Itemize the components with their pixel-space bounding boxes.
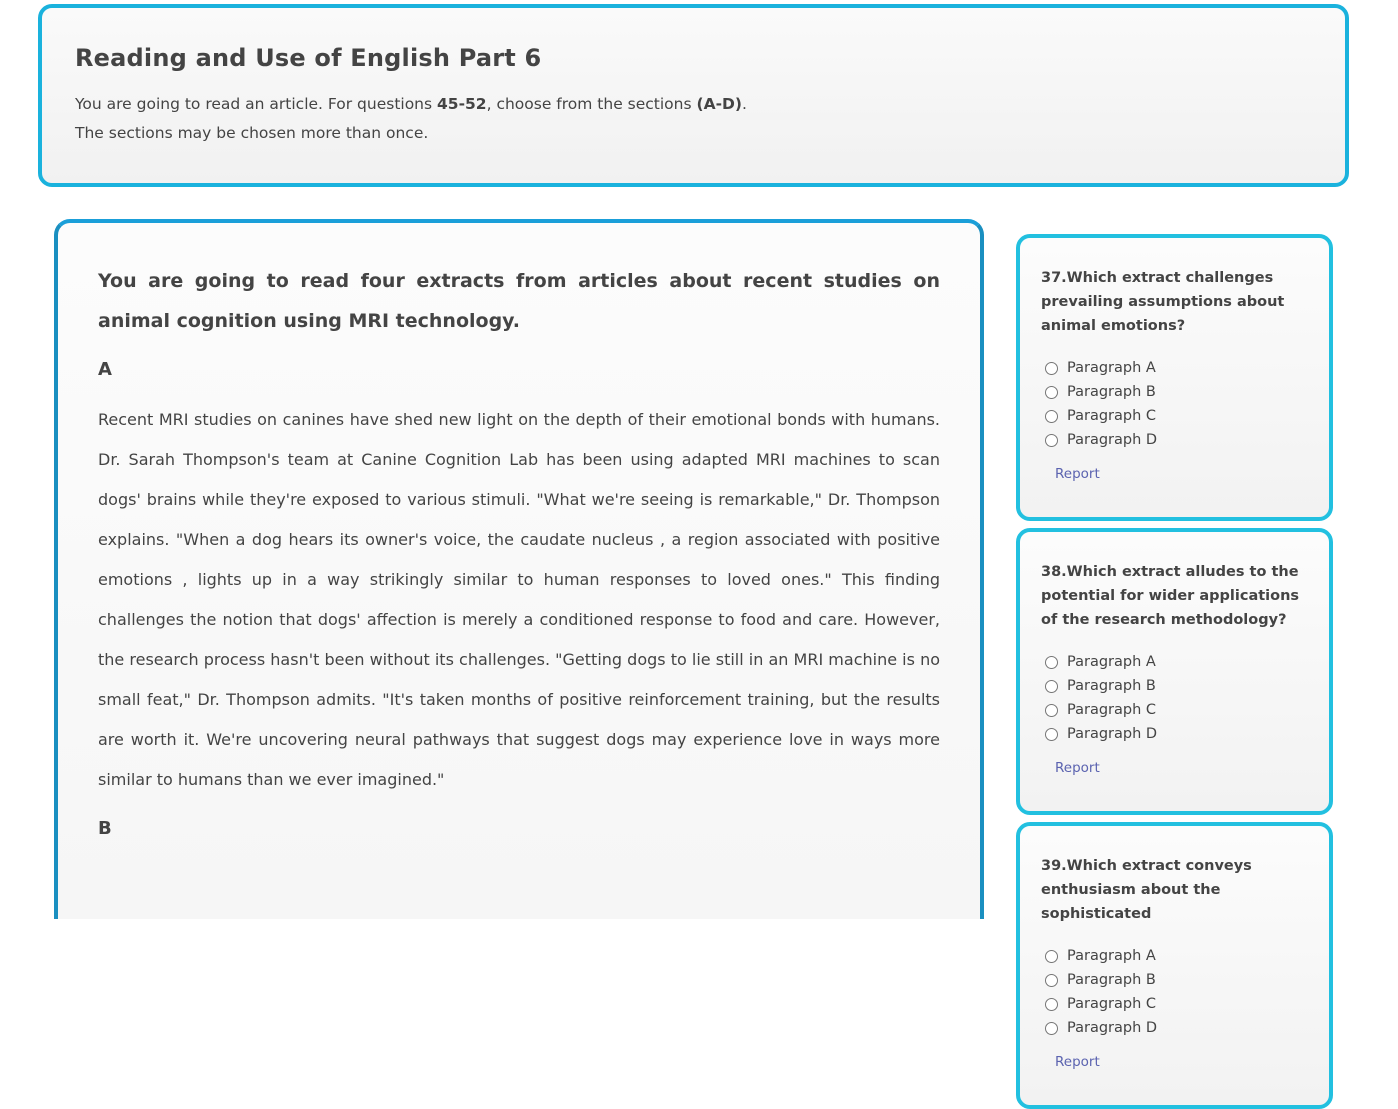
radio-button[interactable] (1045, 386, 1058, 399)
option-label: Paragraph C (1067, 408, 1157, 424)
instructions-text (75, 90, 1312, 148)
options-group (1041, 650, 1308, 746)
radio-button[interactable] (1045, 704, 1058, 717)
option-a[interactable] (1041, 650, 1308, 674)
question-card (1016, 234, 1333, 521)
article-card (54, 219, 984, 919)
question-card (1016, 528, 1333, 815)
section-a-heading: A (98, 359, 112, 380)
option-a[interactable] (1041, 944, 1308, 968)
option-d[interactable] (1041, 1016, 1308, 1040)
options-group (1041, 944, 1308, 1040)
radio-button[interactable] (1045, 656, 1058, 669)
page-title: Reading and Use of English Part 6 (75, 44, 542, 72)
option-label: Paragraph D (1067, 726, 1158, 742)
report-link[interactable]: Report (1055, 760, 1100, 776)
report-link[interactable]: Report (1055, 1054, 1100, 1070)
option-d[interactable] (1041, 722, 1308, 746)
option-label: Paragraph A (1067, 654, 1156, 670)
option-label: Paragraph D (1067, 432, 1158, 448)
option-label: Paragraph C (1067, 996, 1157, 1012)
option-a[interactable] (1041, 356, 1308, 380)
question-text: 39.Which extract conveys enthusiasm about the sophisticated (1041, 858, 1252, 922)
option-c[interactable] (1041, 404, 1308, 428)
question-card (1016, 822, 1333, 1109)
options-group (1041, 356, 1308, 452)
section-a-text: Recent MRI studies on canines have shed new light on the depth of their emotional bonds with humans. Dr. Sarah Thompson's team at Canine Cognition Lab has been using adapted MRI machines to scan dogs' brains while they're exposed to various stimuli. "What we're seeing is remarkable," Dr. Thompson explains. "When a dog hears its owner's voice, the caudate nucleus , a region associated with positive emotions , lights up in a way strikingly similar to human responses to loved ones." This finding challenges the notion that dogs' affection is merely a conditioned response to food and care. However, the research process hasn't been without its challenges. "Getting dogs to lie still in an MRI machine is no small feat," Dr. Thompson admits. "It's taken months of positive reinforcement training, but the results are worth it. We're uncovering neural pathways that suggest dogs may experience love in ways more similar to humans than we ever imagined." (98, 410, 940, 789)
section-range: (A-D) (696, 95, 742, 113)
radio-button[interactable] (1045, 362, 1058, 375)
question-text: 37.Which extract challenges prevailing assumptions about animal emotions? (1041, 270, 1285, 334)
radio-button[interactable] (1045, 1022, 1058, 1035)
instructions-prefix: You are going to read an article. For questions (75, 95, 438, 113)
question-text: 38.Which extract alludes to the potential for wider applications of the research methodology? (1041, 564, 1300, 628)
radio-button[interactable] (1045, 434, 1058, 447)
option-b[interactable] (1041, 380, 1308, 404)
question-range: 45-52 (437, 95, 487, 113)
report-link[interactable]: Report (1055, 466, 1100, 482)
radio-button[interactable] (1045, 998, 1058, 1011)
option-label: Paragraph B (1067, 678, 1156, 694)
option-label: Paragraph A (1067, 948, 1156, 964)
instructions-card (38, 4, 1349, 187)
option-label: Paragraph B (1067, 384, 1156, 400)
option-b[interactable] (1041, 674, 1308, 698)
radio-button[interactable] (1045, 728, 1058, 741)
radio-button[interactable] (1045, 950, 1058, 963)
radio-button[interactable] (1045, 680, 1058, 693)
option-label: Paragraph D (1067, 1020, 1158, 1036)
option-label: Paragraph B (1067, 972, 1156, 988)
option-label: Paragraph C (1067, 702, 1157, 718)
radio-button[interactable] (1045, 410, 1058, 423)
instructions-suffix: . (741, 95, 747, 113)
option-c[interactable] (1041, 698, 1308, 722)
section-b-heading: B (98, 818, 112, 839)
option-c[interactable] (1041, 992, 1308, 1016)
instructions-line2: The sections may be chosen more than once. (75, 124, 429, 142)
article-intro: You are going to read four extracts from articles about recent studies on animal cognition using MRI technology. (98, 270, 940, 332)
radio-button[interactable] (1045, 974, 1058, 987)
option-b[interactable] (1041, 968, 1308, 992)
instructions-middle: , choose from the sections (486, 95, 697, 113)
option-label: Paragraph A (1067, 360, 1156, 376)
option-d[interactable] (1041, 428, 1308, 452)
